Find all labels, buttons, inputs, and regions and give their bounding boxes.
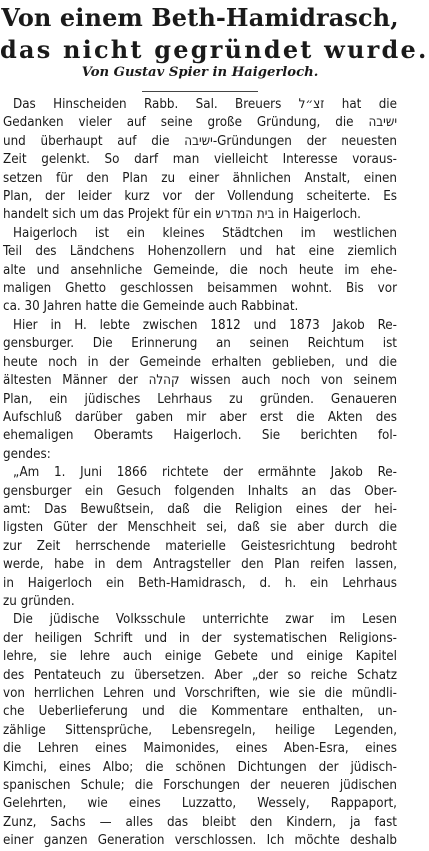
- text-line: alte und ansehnliche Gemeinde, die noch heute im ehe-: [3, 262, 397, 278]
- headline-line-2: das nicht gegründet wurde.: [0, 35, 429, 64]
- text-line: Hier in H. lebte zwischen 1812 und 1873 Jakob Re-: [13, 317, 397, 333]
- byline: Von Gustav Spier in Haigerloch.: [81, 65, 319, 80]
- text-line: Das Hinscheiden Rabb. Sal. Breuers זצ״ל hat die: [13, 97, 397, 112]
- text-line: gensburger ein Gesuch folgenden Inhalts an das Ober-: [3, 483, 397, 499]
- text-line: che Ueberlieferung und die Kommentare enthalten, un-: [3, 704, 397, 720]
- text-line: spanischen Schule; die Forschungen der neueren jüdischen: [3, 778, 397, 794]
- article-body: [3, 96, 397, 849]
- text-line: Gedanken vieler auf seine große Gründung, die ישיבה: [3, 115, 397, 131]
- text-line: lehre, sie lehre auch einige Gebete und einige Kapitel: [3, 649, 397, 665]
- text-line: gendes:: [3, 446, 51, 462]
- text-line: gensburger. Die Erinnerung an seinen Reichtum ist: [3, 336, 397, 352]
- text-line: zur Zeit herrschende materielle Geistesrichtung bedroht: [3, 538, 397, 554]
- text-line: ehemaligen Oberamts Haigerloch. Sie berichten fol-: [3, 428, 397, 444]
- text-line: in Haigerloch ein Beth-Hamidrasch, d. h. ein Lehrhaus: [3, 575, 397, 591]
- text-line: ligsten Güter der Menschheit sei, daß sie aber durch die: [3, 520, 397, 536]
- text-line: Gelehrten, wie eines Luzzatto, Wessely, Rappaport,: [3, 796, 397, 812]
- text-line: ältesten Männer der קהלה wissen auch noch von seinem: [3, 373, 397, 389]
- text-line: Kimchi, eines Albo; die schönen Dichtungen der jüdisch-: [3, 759, 397, 775]
- text-line: von herrlichen Lehren und Vorschriften, wie sie die mündli-: [3, 686, 397, 701]
- text-line: werde, habe in dem Antragsteller den Plan reifen lassen,: [3, 557, 397, 573]
- text-line: Plan, der leider kurz vor der Vollendung scheiterte. Es: [3, 189, 397, 205]
- text-line: der heiligen Schrift und in der systematischen Religions-: [3, 630, 397, 646]
- text-line: zählige Sittensprüche, Lebensregeln, heilige Legenden,: [3, 722, 397, 738]
- text-line: setzen für den Plan zu einer ähnlichen Anstalt, einen: [3, 170, 397, 186]
- text-line: „Am 1. Juni 1866 richtete der ermähnte Jakob Re-: [13, 465, 397, 481]
- text-line: zu gründen.: [3, 593, 75, 609]
- text-line: Die jüdische Volksschule unterrichte zwar im Lesen: [13, 612, 397, 628]
- text-line: amt: Das Bewußtsein, daß die Religion eines der hei-: [3, 501, 397, 517]
- text-line: und überhaupt auf die ישיבה-Gründungen der neuesten: [3, 133, 397, 149]
- text-line: ca. 30 Jahren hatte die Gemeinde auch Rabbinat.: [3, 299, 299, 315]
- text-line: handelt sich um das Projekt für ein בית המדרש in Haigerloch.: [3, 207, 361, 223]
- divider-rule: [142, 91, 258, 92]
- text-line: Zunz, Sachs — alles das bleibt den Kindern, ja fast: [3, 814, 397, 830]
- text-line: maligen Ghetto geschlossen beisammen wohnt. Bis vor: [3, 281, 397, 297]
- headline-line-1: Von einem Beth-Hamidrasch,: [1, 3, 399, 32]
- headline: [0, 2, 429, 66]
- text-line: Plan, ein jüdisches Lehrhaus zu gründen. Genaueren: [3, 391, 397, 407]
- text-line: des Pentateuch zu übersetzen. Aber „der so reiche Schatz: [3, 667, 397, 683]
- text-line: Aufschluß darüber gaben mir aber erst die Akten des: [3, 409, 397, 425]
- text-line: Haigerloch ist ein kleines Städtchen im westlichen: [13, 225, 397, 241]
- text-line: die Lehren eines Maimonides, eines Aben-Esra, eines: [3, 741, 397, 757]
- text-line: Teil des Ländchens Hohenzollern und hat eine ziemlich: [3, 244, 397, 260]
- text-line: einer ganzen Generation verschlossen. Ich möchte deshalb: [3, 833, 397, 849]
- text-line: Zeit gelenkt. So darf man vielleicht Interesse voraus-: [3, 152, 397, 168]
- text-line: heute noch in der Gemeinde erhalten geblieben, und die: [3, 354, 397, 370]
